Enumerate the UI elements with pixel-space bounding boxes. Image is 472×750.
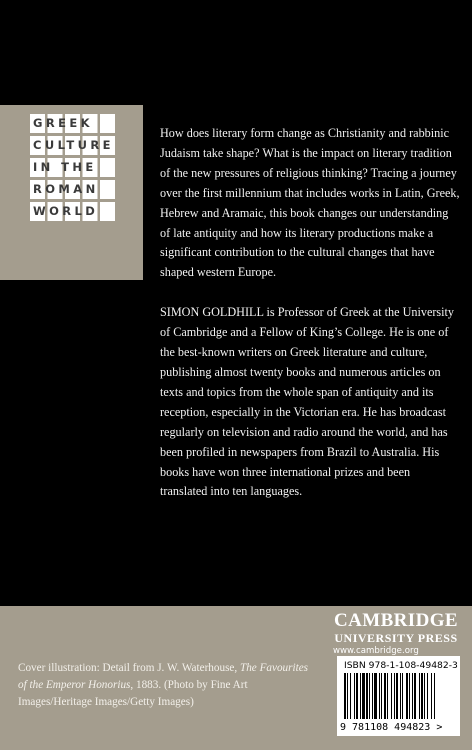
cover-credit bbox=[18, 660, 318, 710]
publisher-logo bbox=[331, 611, 461, 657]
series-line-2: CULTURE bbox=[33, 138, 114, 152]
barcode-icon bbox=[340, 673, 458, 723]
blurb-paragraph-author: SIMON GOLDHILL is Professor of Greek at the University of Cambridge and a Fellow of King’s College. He is one of the best-known writers on Greek literature and culture, publishing almost twenty books and numerous articles on texts and topics from the whole span of antiquity and its reception, especially in the Victorian era. He has broadcast regularly on television and radio around the world, and has been profiled in newspapers from Brazil to Australia. His books have won three international prizes and been translated into ten languages. bbox=[160, 305, 455, 499]
series-line-1: GREEK bbox=[33, 116, 93, 130]
barcode-digits: 9 781108 494823 > bbox=[340, 722, 443, 733]
cover-credit-prefix: Cover illustration: Detail from J. W. Waterhouse, bbox=[18, 662, 240, 674]
series-line-5: WORLD bbox=[33, 204, 99, 218]
series-top-block bbox=[0, 0, 143, 105]
publisher-url: www.cambridge.org bbox=[333, 646, 419, 656]
cover-credit-suffix: , 1883. (Photo by Fine Art Images/Heritage Images/Getty Images) bbox=[18, 678, 248, 708]
series-line-3: IN THE bbox=[33, 160, 97, 174]
publisher-name: CAMBRIDGE bbox=[334, 610, 458, 631]
isbn-label: ISBN 978-1-108-49482-3 bbox=[344, 660, 458, 671]
blurb-paragraph-description: How does literary form change as Christianity and rabbinic Judaism take shape? What is the impact on literary tradition of the new pressures of religious thinking? Tracing a journey over the first millennium that includes works in Latin, Greek, Hebrew and Aramaic, this book changes our understanding of late antiquity and how its literary productions make a significant contribution to the cultural changes that have shaped western Europe. bbox=[160, 126, 460, 280]
blurb bbox=[160, 124, 460, 522]
series-line-4: ROMAN bbox=[33, 182, 99, 196]
publisher-press: UNIVERSITY PRESS bbox=[334, 631, 458, 645]
cover-credit-title: The Favourites of the Emperor Honorius bbox=[18, 662, 309, 691]
